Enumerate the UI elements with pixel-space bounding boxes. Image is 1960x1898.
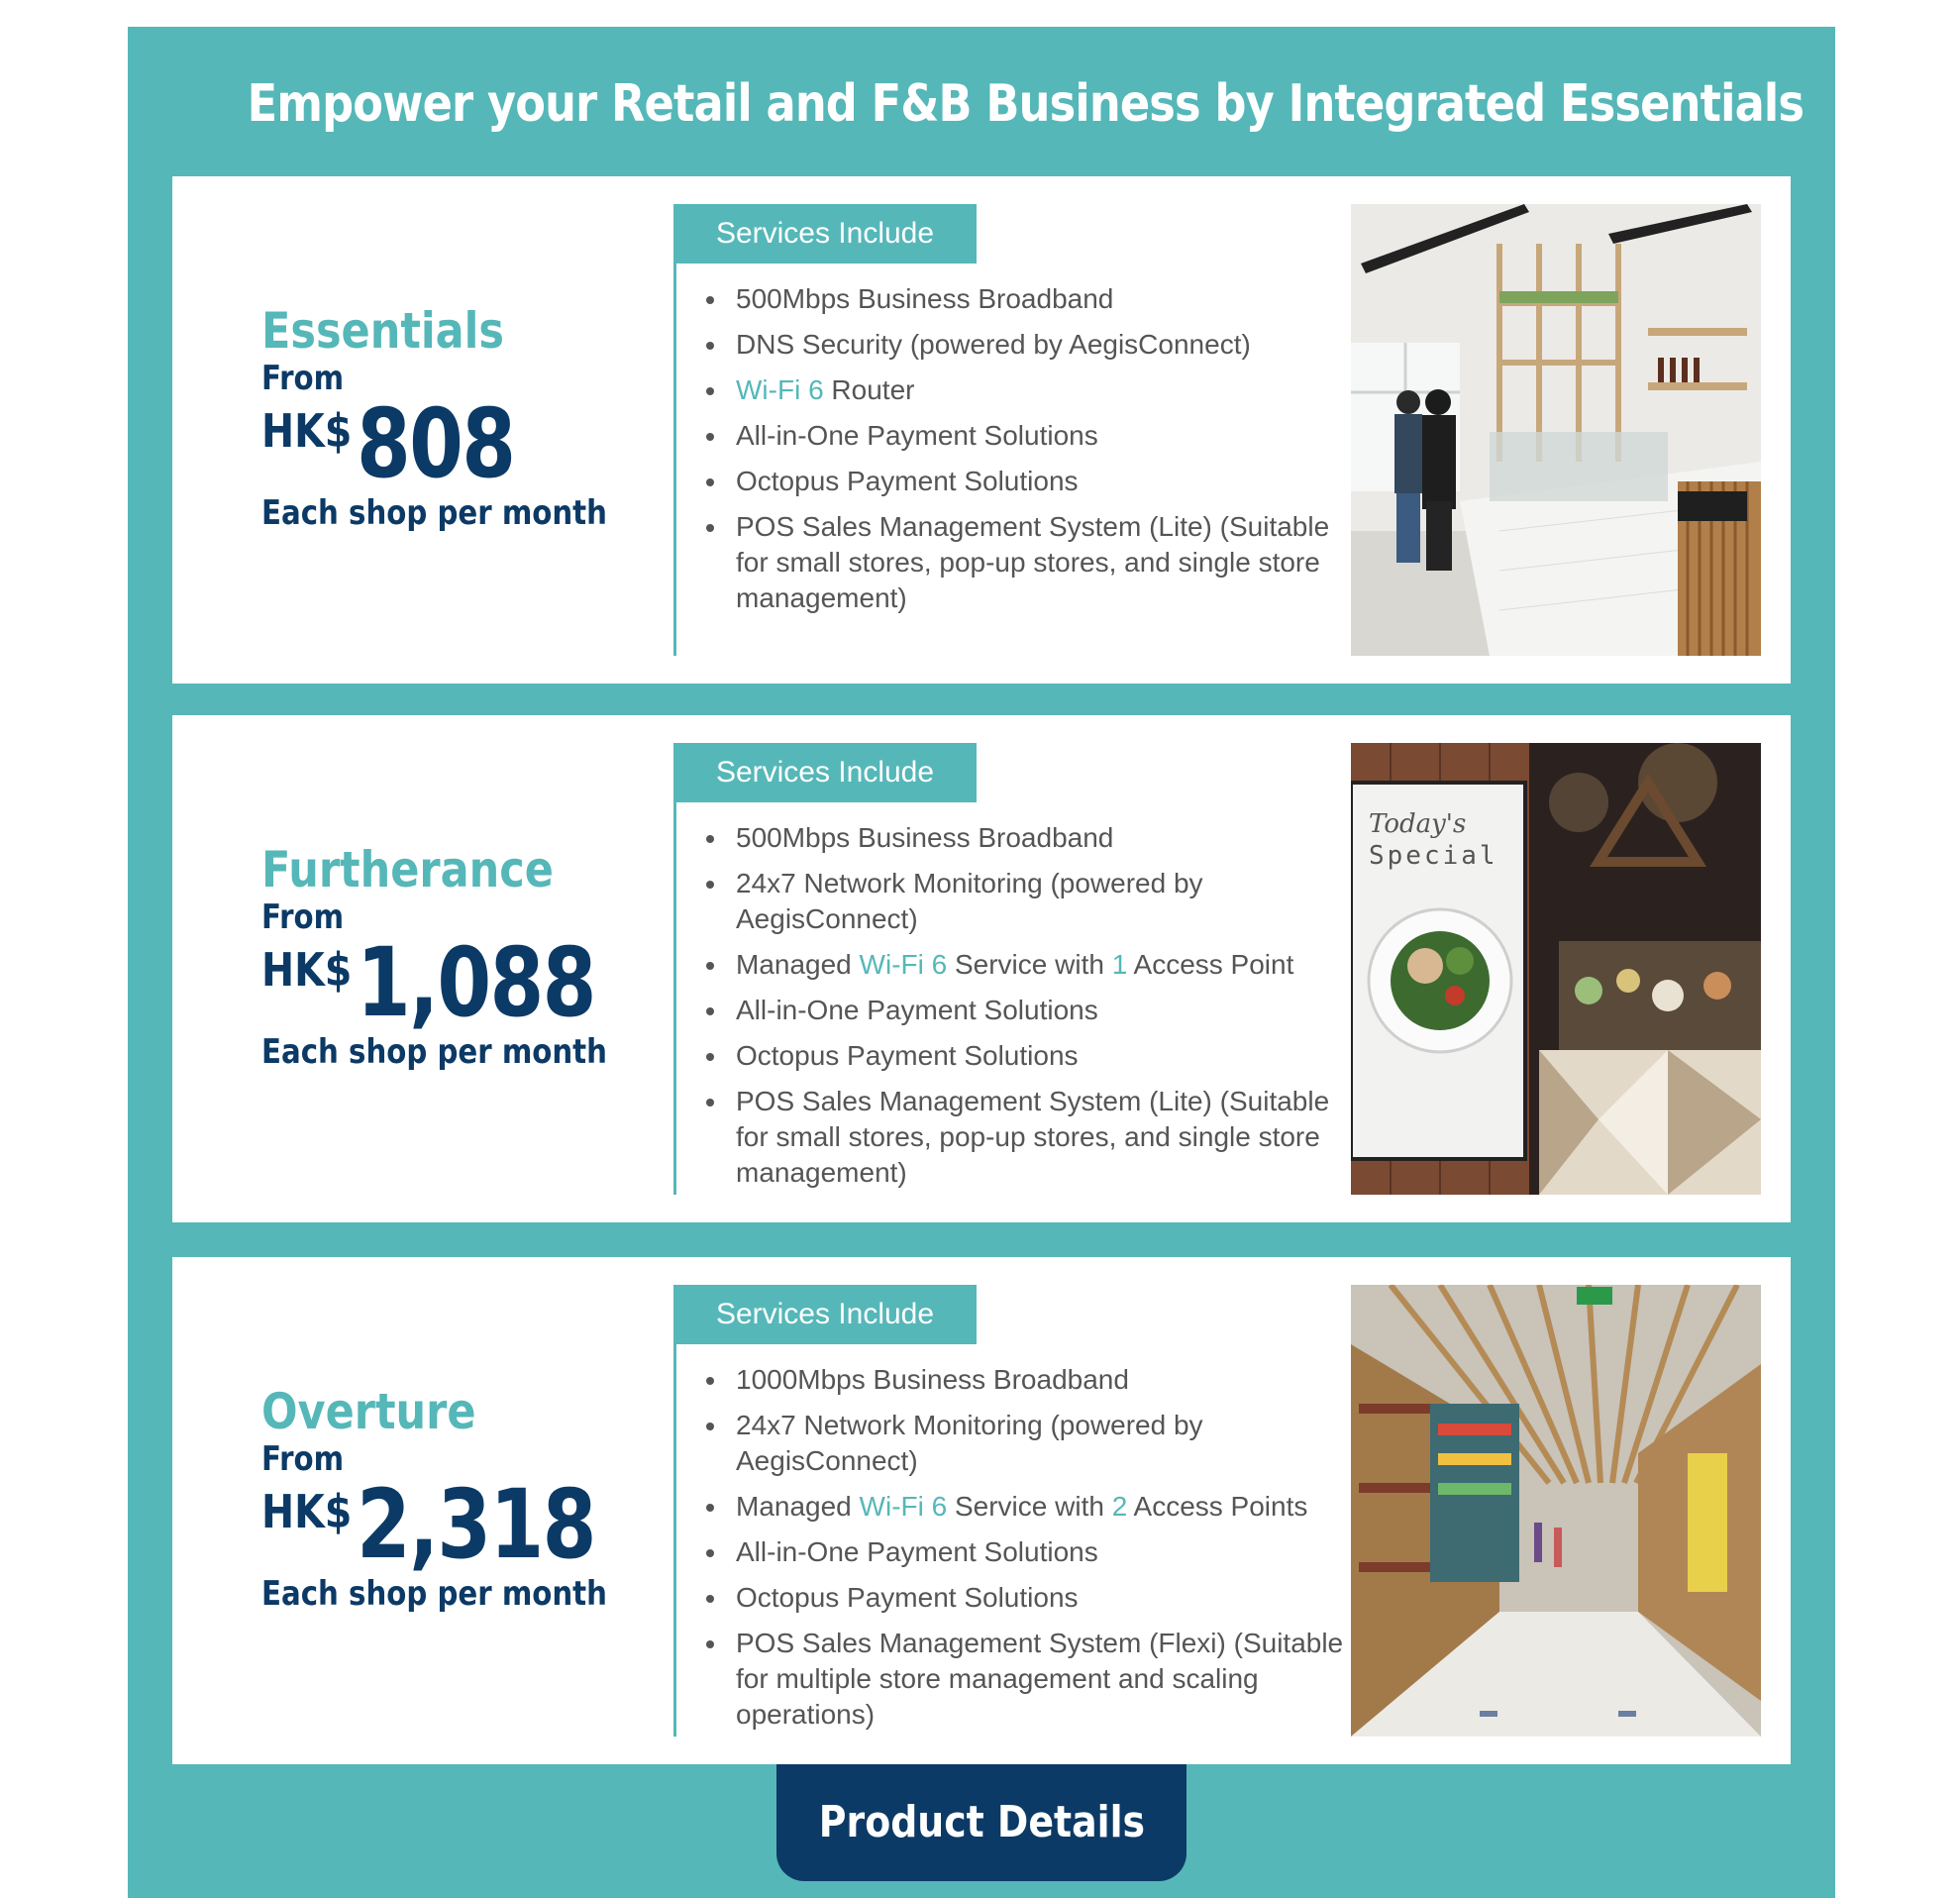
service-item xyxy=(702,418,1356,454)
highlighted-text: 2 xyxy=(1111,1491,1128,1522)
service-item xyxy=(702,1408,1356,1479)
services-panel xyxy=(673,743,1350,1195)
services-list xyxy=(702,820,1356,1201)
price-row xyxy=(261,1469,664,1580)
service-text: Octopus Payment Solutions xyxy=(736,466,1079,496)
service-text: Router xyxy=(823,374,915,405)
price-amount: 808 xyxy=(357,388,515,499)
promo-frame xyxy=(128,27,1835,1898)
service-text: POS Sales Management System (Lite) (Suitable for small stores, pop-up stores, and single store management) xyxy=(736,511,1330,613)
plan-name: Overture xyxy=(261,1383,476,1440)
currency-label: HK$ xyxy=(261,1485,353,1538)
service-item xyxy=(702,866,1356,937)
price-unit: Each shop per month xyxy=(261,493,607,533)
restaurant-signage-photo xyxy=(1351,743,1761,1195)
plan-card-essentials xyxy=(172,176,1791,684)
service-text: 500Mbps Business Broadband xyxy=(736,822,1114,853)
plan-from-label: From xyxy=(261,1439,345,1479)
service-text: Octopus Payment Solutions xyxy=(736,1582,1079,1613)
services-include-tab: Services Include xyxy=(673,1285,977,1344)
supermarket-aisle-photo xyxy=(1351,1285,1761,1737)
sign-line-1: Today's xyxy=(1369,809,1467,839)
service-text: All-in-One Payment Solutions xyxy=(736,995,1098,1025)
plan-info xyxy=(261,1384,664,1614)
currency-label: HK$ xyxy=(261,404,353,458)
highlighted-text: Wi-Fi 6 xyxy=(859,1491,948,1522)
service-item xyxy=(702,1362,1356,1398)
service-text: 1000Mbps Business Broadband xyxy=(736,1364,1129,1395)
plan-name: Furtherance xyxy=(261,841,554,898)
service-item xyxy=(702,1084,1356,1191)
cafe-counter-illustration xyxy=(1351,204,1761,656)
service-text: Managed xyxy=(736,1491,860,1522)
services-include-tab: Services Include xyxy=(673,204,977,264)
price-amount: 2,318 xyxy=(357,1469,595,1580)
service-item xyxy=(702,993,1356,1028)
service-item xyxy=(702,1038,1356,1074)
service-text: DNS Security (powered by AegisConnect) xyxy=(736,329,1251,360)
price-row xyxy=(261,388,664,499)
service-item xyxy=(702,1580,1356,1616)
highlighted-text: Wi-Fi 6 xyxy=(859,949,948,980)
plan-info xyxy=(261,303,664,533)
service-text: Service with xyxy=(947,949,1112,980)
service-text: POS Sales Management System (Lite) (Suitable for small stores, pop-up stores, and single store management) xyxy=(736,1086,1330,1188)
product-details-label: Product Details xyxy=(818,1797,1145,1847)
cafe-counter-photo xyxy=(1351,204,1761,656)
currency-label: HK$ xyxy=(261,943,353,997)
service-item xyxy=(702,947,1356,983)
service-item xyxy=(702,464,1356,499)
plan-info xyxy=(261,842,664,1072)
services-include-tab: Services Include xyxy=(673,743,977,802)
service-text: 500Mbps Business Broadband xyxy=(736,283,1114,314)
price-amount: 1,088 xyxy=(357,927,595,1038)
product-details-button[interactable] xyxy=(776,1764,1186,1881)
restaurant-signage-illustration xyxy=(1351,743,1761,1195)
service-text: All-in-One Payment Solutions xyxy=(736,1536,1098,1567)
highlighted-text: 1 xyxy=(1111,949,1128,980)
price-row xyxy=(261,927,664,1038)
plan-card-overture xyxy=(172,1257,1791,1764)
services-panel xyxy=(673,204,1350,656)
service-item xyxy=(702,1534,1356,1570)
service-item xyxy=(702,372,1356,408)
plan-from-label: From xyxy=(261,359,345,398)
page-title: Empower your Retail and F&B Business by Integrated Essentials xyxy=(247,74,1805,134)
services-panel xyxy=(673,1285,1350,1737)
service-item xyxy=(702,820,1356,856)
service-text: Access Points xyxy=(1127,1491,1308,1522)
service-item xyxy=(702,1626,1356,1733)
service-text: All-in-One Payment Solutions xyxy=(736,420,1098,451)
service-item xyxy=(702,281,1356,317)
service-text: 24x7 Network Monitoring (powered by AegisConnect) xyxy=(736,868,1203,934)
service-text: Access Point xyxy=(1127,949,1294,980)
plan-name: Essentials xyxy=(261,302,504,360)
price-unit: Each shop per month xyxy=(261,1032,607,1072)
plan-from-label: From xyxy=(261,897,345,937)
plan-card-furtherance xyxy=(172,715,1791,1222)
service-text: Octopus Payment Solutions xyxy=(736,1040,1079,1071)
services-list xyxy=(702,281,1356,626)
supermarket-aisle-illustration xyxy=(1351,1285,1761,1737)
price-unit: Each shop per month xyxy=(261,1574,607,1614)
service-item xyxy=(702,509,1356,616)
highlighted-text: Wi-Fi 6 xyxy=(736,374,824,405)
service-text: 24x7 Network Monitoring (powered by AegisConnect) xyxy=(736,1410,1203,1476)
service-text: POS Sales Management System (Flexi) (Suitable for multiple store management and scaling operations) xyxy=(736,1628,1344,1730)
service-text: Service with xyxy=(947,1491,1112,1522)
sign-line-2: Special xyxy=(1369,841,1498,871)
service-text: Managed xyxy=(736,949,860,980)
service-item xyxy=(702,327,1356,363)
services-list xyxy=(702,1362,1356,1742)
service-item xyxy=(702,1489,1356,1525)
